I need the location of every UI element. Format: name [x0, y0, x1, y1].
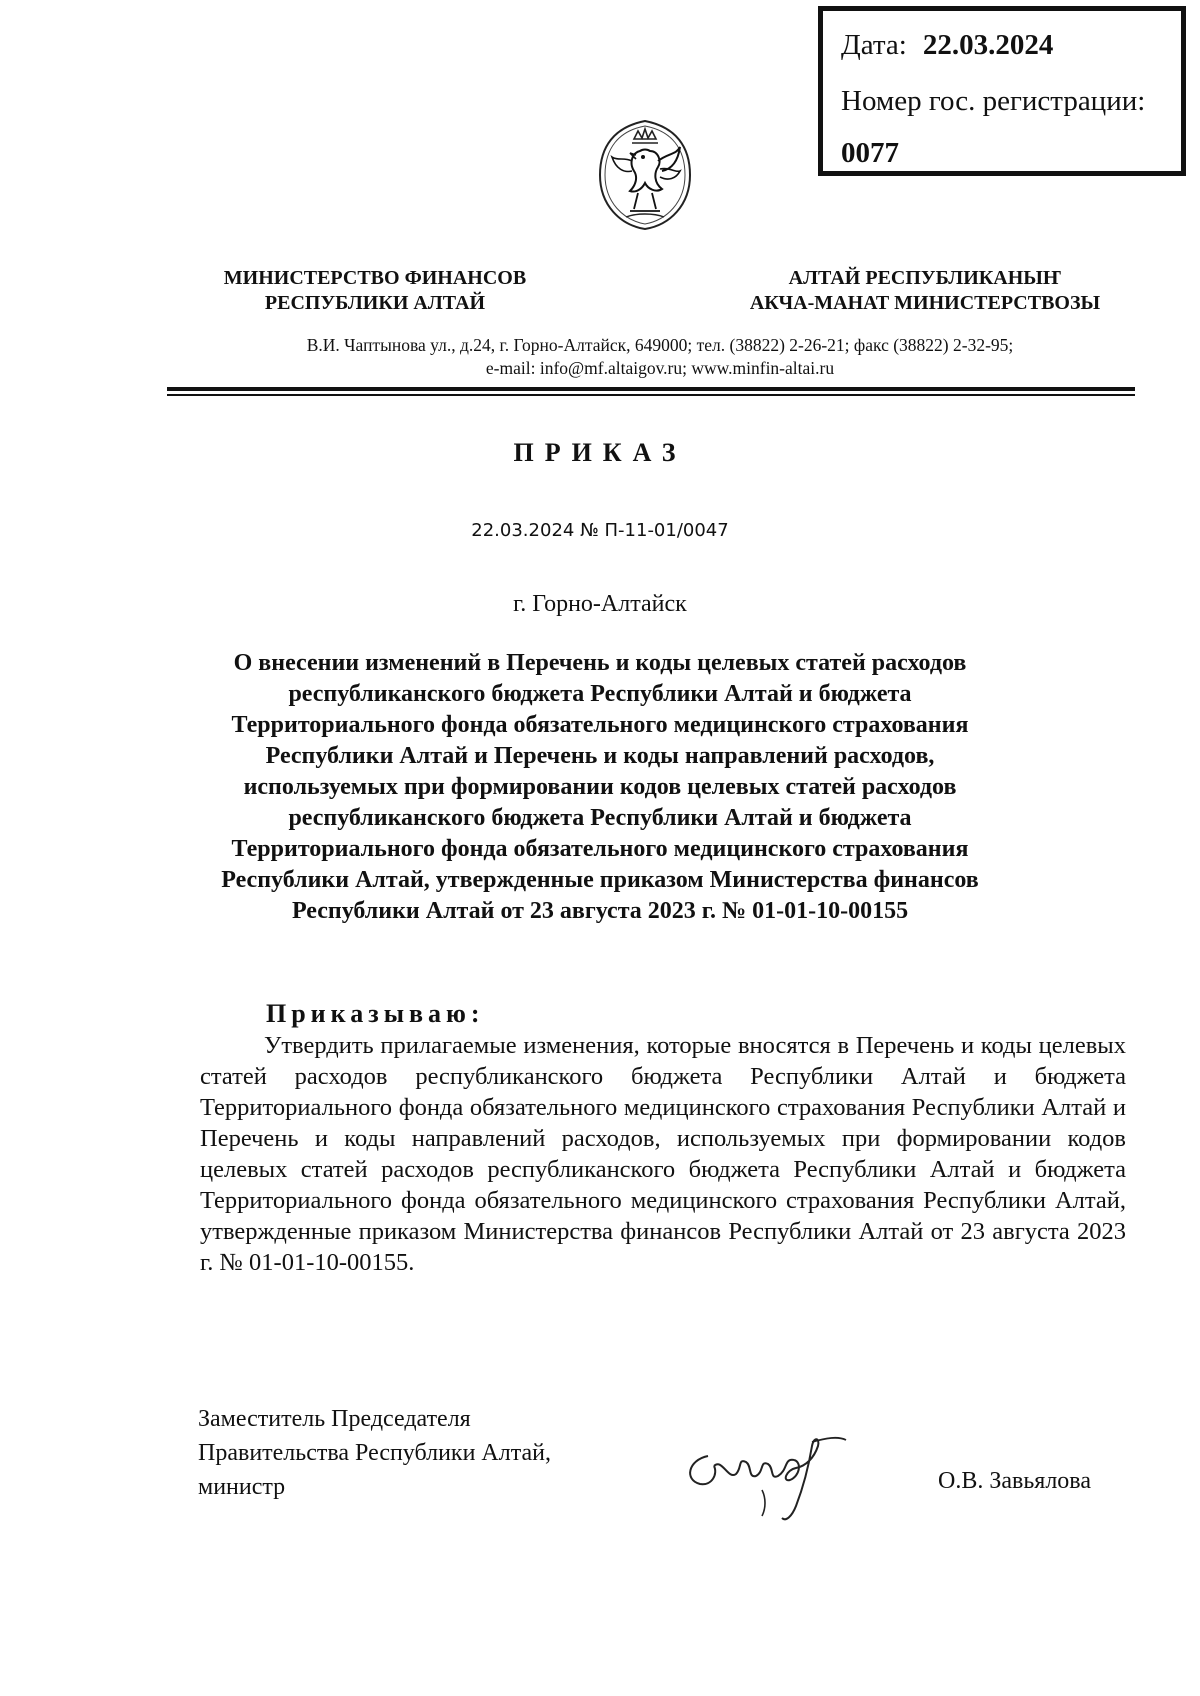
signer-position-line2: Правительства Республики Алтай, — [198, 1440, 552, 1466]
registration-number-value: 0077 — [841, 137, 899, 169]
ministry-ru-line2: РЕСПУБЛИКИ АЛТАЙ — [264, 292, 486, 314]
ministry-name-russian — [200, 266, 550, 316]
signer-name: О.В. Завьялова — [938, 1468, 1091, 1494]
document-subject: О внесении изменений в Перечень и коды целевых статей расходов республиканского бюджета Республики Алтай и бюджета Территориального фонда обязательного медицинского страхования Республики Алтай и Перечень и коды направлений расходов, используемых при формировании кодов целевых статей расходов республиканского бюджета Республики Алтай и бюджета Территориального фонда обязательного медицинского страхования Республики Алтай, утвержденные приказом Министерства финансов Республики Алтай от 23 августа 2023 г. № 01-01-10-00155 — [221, 650, 979, 924]
address-line1: В.И. Чаптынова ул., д.24, г. Горно-Алтайск, 649000; тел. (38822) 2-26-21; факс (38822) 2-32-95; — [306, 335, 1014, 355]
signer-position-line1: Заместитель Председателя — [198, 1406, 471, 1432]
header-divider-thin — [167, 394, 1135, 396]
registration-date-label: Дата: — [841, 29, 907, 61]
document-date-number: 22.03.2024 № П-11-01/0047 — [471, 520, 729, 541]
order-word: Приказываю: — [266, 999, 485, 1028]
coat-of-arms-icon — [596, 117, 694, 233]
registration-number-label: Номер гос. регистрации: — [841, 85, 1146, 117]
signer-position — [198, 1402, 618, 1504]
ministry-name-altai — [725, 266, 1125, 316]
document-city: г. Горно-Алтайск — [513, 591, 687, 617]
document-title: ПРИКАЗ — [513, 438, 687, 467]
ministry-alt-line1: АЛТАЙ РЕСПУБЛИКАНЫҤ — [788, 267, 1062, 289]
header-divider-thick — [167, 387, 1135, 391]
signer-position-line3: министр — [198, 1474, 286, 1500]
registration-date-value: 22.03.2024 — [922, 29, 1054, 61]
ministry-address — [160, 334, 1160, 380]
document-body: Утвердить прилагаемые изменения, которые вносятся в Перечень и коды целевых статей расходов республиканского бюджета Республики Алтай и бюджета Территориального фонда обязательного медицинского страхования Республики Алтай и Перечень и коды направлений расходов, используемых при формировании кодов целевых статей расходов республиканского бюджета Республики Алтай и бюджета Территориального фонда обязательного медицинского страхования Республики Алтай, утвержденные приказом Министерства финансов Республики Алтай от 23 августа 2023 г. № 01-01-10-00155. — [200, 1032, 1126, 1276]
registration-stamp — [818, 6, 1186, 176]
handwritten-signature — [678, 1418, 848, 1528]
ministry-ru-line1: МИНИСТЕРСТВО ФИНАНСОВ — [223, 267, 527, 289]
registration-date-row — [841, 29, 1053, 62]
address-line2: e-mail: info@mf.altaigov.ru; www.minfin-altai.ru — [485, 358, 835, 378]
ministry-alt-line2: АКЧА-МАНАТ МИНИСТЕРСТВОЗЫ — [749, 292, 1101, 314]
